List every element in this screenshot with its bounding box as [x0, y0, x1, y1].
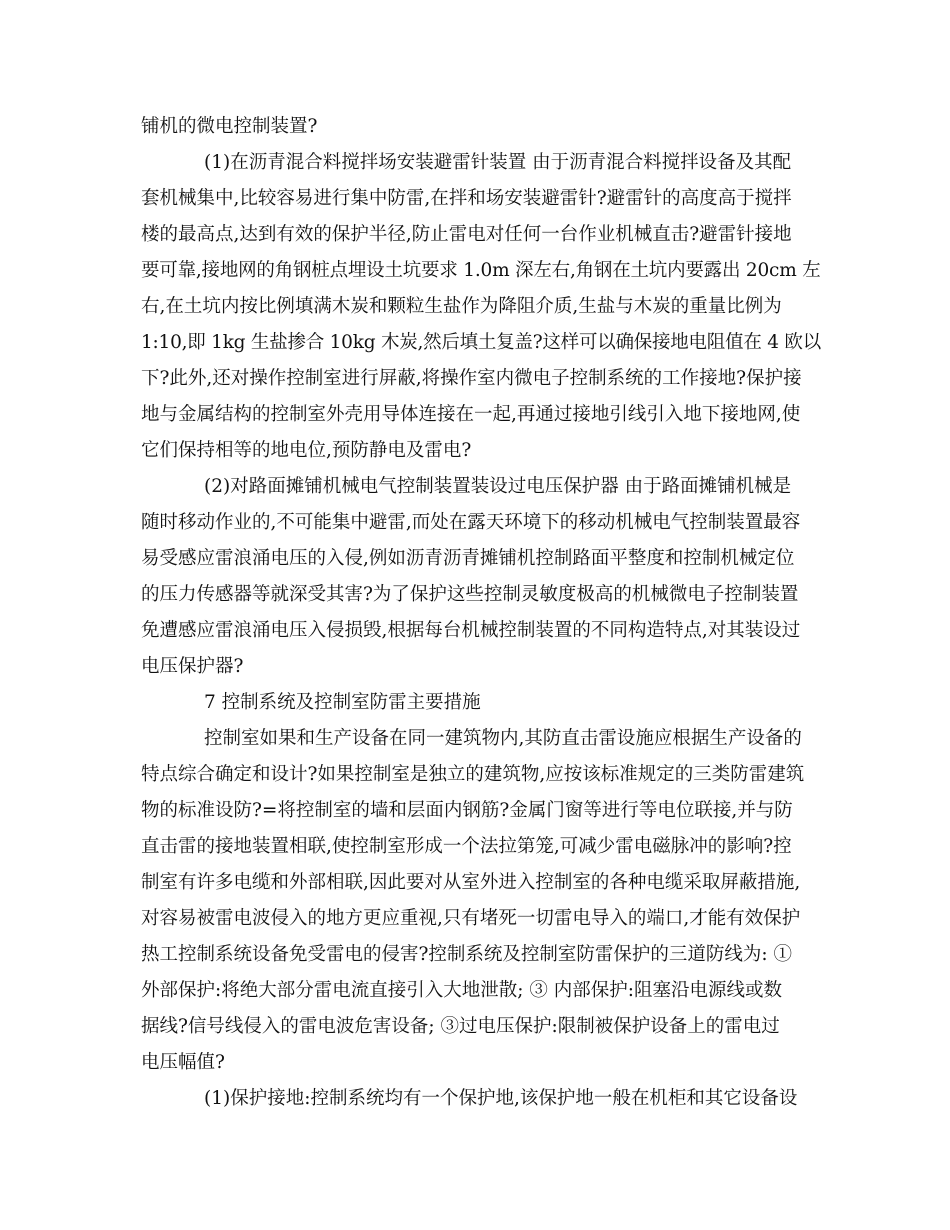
paragraph-line: 免遭感应雷浪涌电压入侵损毁,根据每台机械控制装置的不同构造特点,对其装设过	[141, 620, 801, 641]
paragraph-line: 的压力传感器等就深受其害?为了保护这些控制灵敏度极高的机械微电子控制装置	[141, 584, 799, 605]
paragraph-line: 铺机的微电控制装置?	[141, 116, 318, 137]
paragraph-line: 对容易被雷电波侵入的地方更应重视,只有堵死一切雷电导入的端口,才能有效保护	[141, 908, 801, 929]
paragraph-first-line: (2)对路面摊铺机械电气控制装置装设过电压保护器 由于路面摊铺机械是	[204, 476, 792, 497]
paragraph-line: 地与金属结构的控制室外壳用导体连接在一起,再通过接地引线引入地下接地网,使	[141, 404, 801, 425]
paragraph-line: 它们保持相等的地电位,预防静电及雷电?	[141, 440, 472, 461]
paragraph-line: 电压幅值?	[141, 1052, 225, 1073]
paragraph-line: 要可靠,接地网的角钢桩点埋设土坑要求 1.0m 深左右,角钢在土坑内要露出 20cm 左	[141, 260, 821, 281]
paragraph-line: 电压保护器?	[141, 656, 244, 677]
paragraph-line: 楼的最高点,达到有效的保护半径,防止雷电对任何一台作业机械直击?避雷针接地	[141, 224, 792, 245]
paragraph-line: 套机械集中,比较容易进行集中防雷,在拌和场安装避雷针?避雷针的高度高于搅拌	[141, 188, 792, 209]
paragraph-first-line: 7 控制系统及控制室防雷主要措施	[204, 692, 481, 713]
paragraph-line: 物的标准设防?=将控制室的墙和层面内钢筋?金属门窗等进行等电位联接,并与防	[141, 800, 793, 821]
paragraph-line: 直击雷的接地装置相联,使控制室形成一个法拉第笼,可减少雷电磁脉冲的影响?控	[141, 836, 792, 857]
paragraph-first-line: 控制室如果和生产设备在同一建筑物内,其防直击雷设施应根据生产设备的	[204, 728, 802, 749]
paragraph-line: 下?此外,还对操作控制室进行屏蔽,将操作室内微电子控制系统的工作接地?保护接	[141, 368, 802, 389]
paragraph-line: 随时移动作业的,不可能集中避雷,而处在露天环境下的移动机械电气控制装置最容	[141, 512, 801, 533]
paragraph-line: 外部保护:将绝大部分雷电流直接引入大地泄散; ③ 内部保护:阻塞沿电源线或数	[141, 980, 782, 1001]
paragraph-line: 据线?信号线侵入的雷电波危害设备; ③过电压保护:限制被保护设备上的雷电过	[141, 1016, 780, 1037]
paragraph-line: 右,在土坑内按比例填满木炭和颗粒生盐作为降阻介质,生盐与木炭的重量比例为	[141, 296, 782, 317]
paragraph-line: 1:10,即 1kg 生盐掺合 10kg 木炭,然后填土复盖?这样可以确保接地电阻值在 4 欧以	[141, 332, 821, 353]
paragraph-first-line: (1)在沥青混合料搅拌场安装避雷针装置 由于沥青混合料搅拌设备及其配	[204, 152, 792, 173]
paragraph-first-line: (1)保护接地:控制系统均有一个保护地,该保护地一般在机柜和其它设备设	[204, 1088, 798, 1109]
paragraph-line: 热工控制系统设备免受雷电的侵害?控制系统及控制室防雷保护的三道防线为: ①	[141, 944, 793, 965]
paragraph-line: 易受感应雷浪涌电压的入侵,例如沥青沥青摊铺机控制路面平整度和控制机械定位	[141, 548, 795, 569]
document-body	[141, 109, 821, 1117]
paragraph-line: 特点综合确定和设计?如果控制室是独立的建筑物,应按该标准规定的三类防雷建筑	[141, 764, 805, 785]
paragraph-line: 制室有许多电缆和外部相联,因此要对从室外进入控制室的各种电缆采取屏蔽措施,	[141, 872, 801, 893]
